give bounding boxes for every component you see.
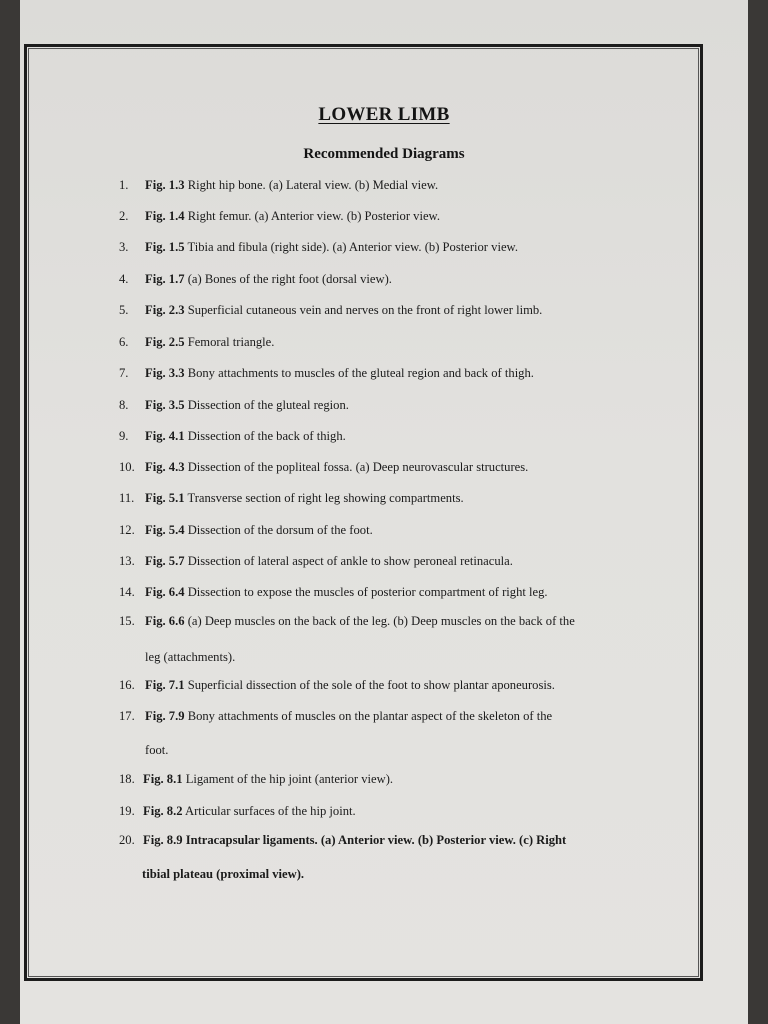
figure-ref: Fig. 5.7 (145, 554, 185, 568)
figure-ref: Fig. 5.4 (145, 523, 185, 537)
item-text: Tibia and fibula (right side). (a) Anterior view. (b) Posterior view. (187, 240, 518, 254)
item-text: Transverse section of right leg showing compartments. (187, 491, 464, 505)
item-text: Dissection of the dorsum of the foot. (187, 523, 373, 537)
figure-ref: Fig. 2.3 (145, 303, 185, 317)
item-text: Ligament of the hip joint (anterior view). (185, 772, 394, 786)
item-number: 8. (119, 398, 129, 412)
figure-ref: Fig. 8.1 (143, 772, 183, 786)
figure-ref: Fig. 2.5 (145, 335, 185, 349)
item-text: (a) Deep muscles on the back of the leg. (b) Deep muscles on the back of the (187, 614, 575, 628)
item-number: 10. (119, 460, 135, 474)
figure-ref: Fig. 6.4 (145, 585, 185, 599)
item-text: Dissection of lateral aspect of ankle to show peroneal retinacula. (187, 554, 513, 568)
item-number: 3. (119, 240, 129, 254)
figure-ref: Fig. 8.9 (143, 833, 183, 847)
figure-ref: Fig. 3.5 (145, 398, 185, 412)
item-text: Bony attachments to muscles of the gluteal region and back of thigh. (187, 366, 534, 380)
item-number: 12. (119, 523, 135, 537)
item-text: Superficial dissection of the sole of the foot to show plantar aponeurosis. (187, 678, 555, 692)
figure-ref: Fig. 7.1 (145, 678, 185, 692)
item-number: 16. (119, 678, 135, 692)
figure-ref: Fig. 5.1 (145, 491, 185, 505)
item-number: 15. (119, 614, 135, 628)
item-number: 20. (119, 833, 135, 847)
item-number: 13. (119, 554, 135, 568)
figure-ref: Fig. 1.3 (145, 178, 185, 192)
item-number: 2. (119, 209, 129, 223)
item-text: (a) Bones of the right foot (dorsal view). (187, 272, 392, 286)
item-number: 4. (119, 272, 129, 286)
figure-ref: Fig. 1.5 (145, 240, 185, 254)
item-number: 6. (119, 335, 129, 349)
item-text-continuation: tibial plateau (proximal view). (142, 867, 305, 881)
item-number: 9. (119, 429, 129, 443)
item-text: Dissection of the gluteal region. (187, 398, 349, 412)
item-text: Bony attachments of muscles on the plantar aspect of the skeleton of the (187, 709, 553, 723)
figure-ref: Fig. 3.3 (145, 366, 185, 380)
item-number: 18. (119, 772, 135, 786)
page-subtitle: Recommended Diagrams (303, 146, 465, 162)
item-text-continuation: leg (attachments). (145, 650, 236, 664)
item-number: 11. (119, 491, 135, 505)
item-text: Dissection to expose the muscles of posterior compartment of right leg. (187, 585, 548, 599)
item-text: Superficial cutaneous vein and nerves on the front of right lower limb. (187, 303, 543, 317)
figure-ref: Fig. 4.3 (145, 460, 185, 474)
item-number: 1. (119, 178, 129, 192)
item-number: 5. (119, 303, 129, 317)
item-text: Right hip bone. (a) Lateral view. (b) Medial view. (187, 178, 439, 192)
item-text: Right femur. (a) Anterior view. (b) Posterior view. (187, 209, 440, 223)
page-title: LOWER LIMB (318, 104, 450, 125)
figure-ref: Fig. 4.1 (145, 429, 185, 443)
item-number: 17. (119, 709, 135, 723)
figure-ref: Fig. 1.4 (145, 209, 185, 223)
item-number: 19. (119, 804, 135, 818)
item-text: Dissection of the back of thigh. (187, 429, 346, 443)
figure-ref: Fig. 8.2 (143, 804, 183, 818)
figure-ref: Fig. 6.6 (145, 614, 185, 628)
item-text: Intracapsular ligaments. (a) Anterior view. (b) Posterior view. (c) Right (185, 833, 567, 847)
item-text: Articular surfaces of the hip joint. (185, 804, 356, 818)
figure-ref: Fig. 1.7 (145, 272, 185, 286)
item-number: 7. (119, 366, 129, 380)
item-text: Femoral triangle. (187, 335, 275, 349)
item-text-continuation: foot. (145, 743, 169, 757)
item-number: 14. (119, 585, 135, 599)
item-text: Dissection of the popliteal fossa. (a) Deep neurovascular structures. (187, 460, 529, 474)
figure-ref: Fig. 7.9 (145, 709, 185, 723)
